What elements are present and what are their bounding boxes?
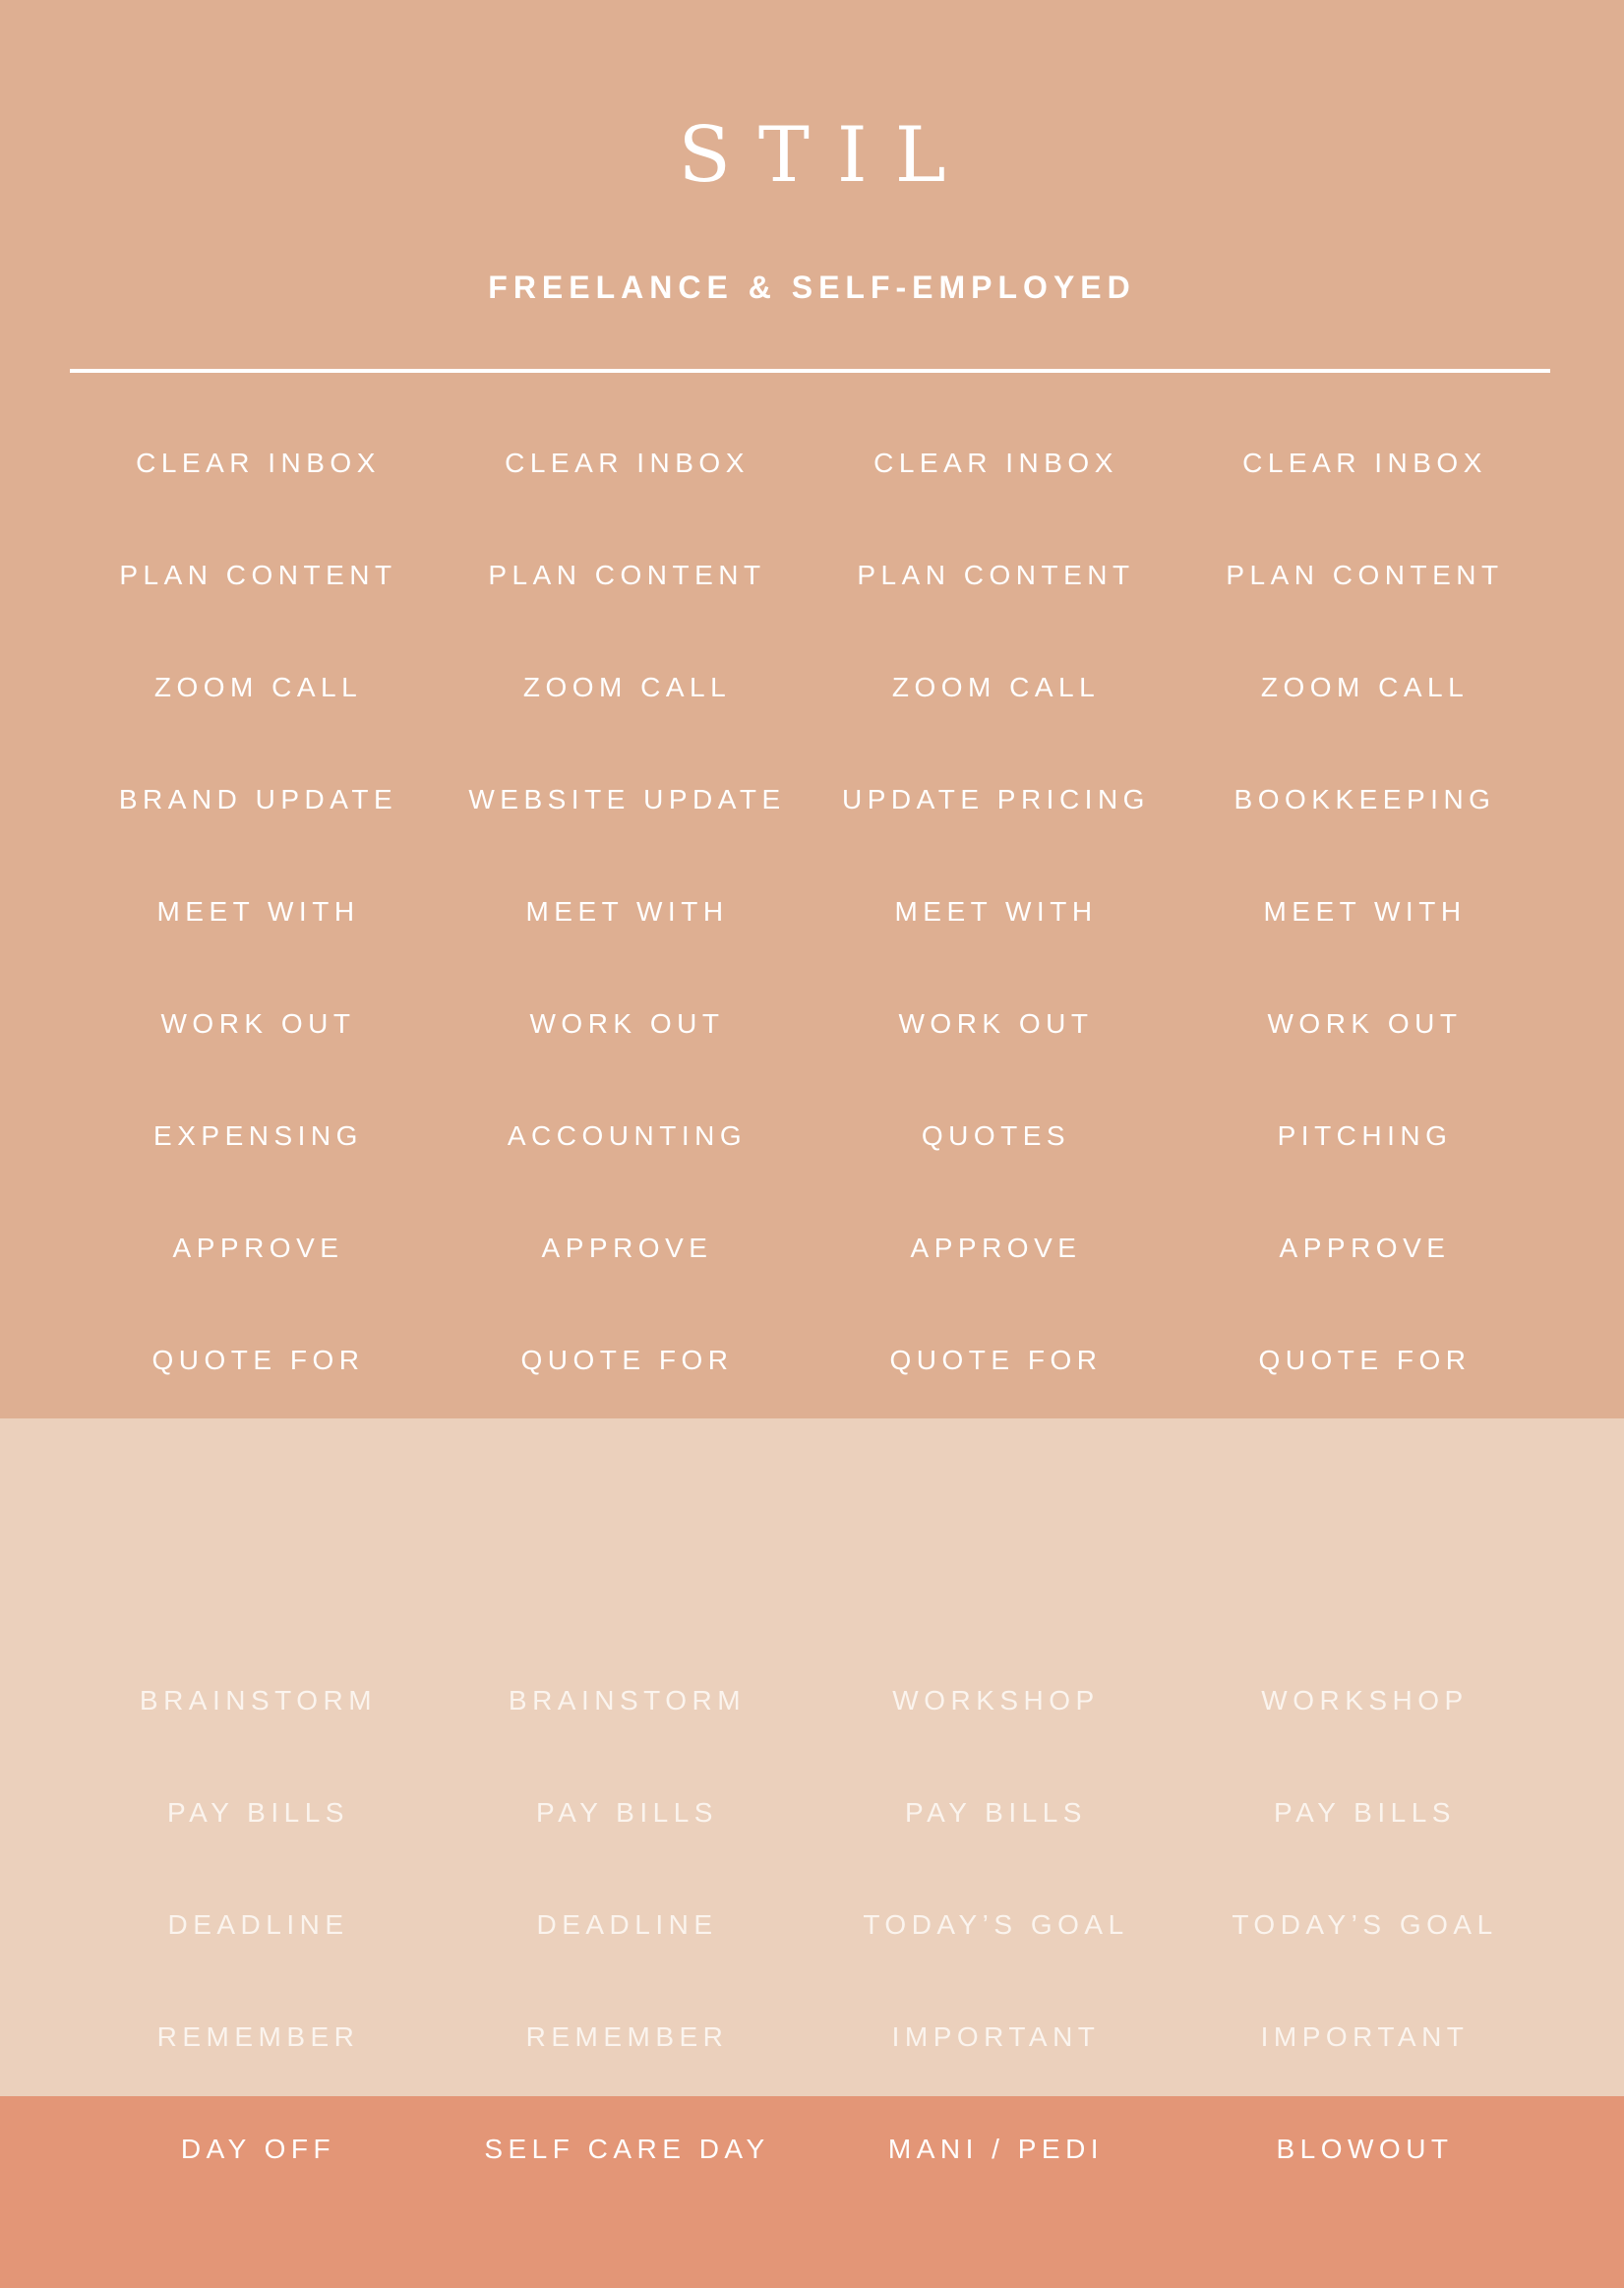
sticker-label: DEADLINE: [167, 1909, 349, 1940]
sticker-label: BRAND UPDATE: [118, 784, 398, 814]
sticker-label: PLAN CONTENT: [119, 560, 397, 590]
sticker-label: REMEMBER: [156, 2021, 360, 2052]
sticker-label: TODAY’S GOAL: [863, 1909, 1129, 1940]
sticker-label: CLEAR INBOX: [136, 448, 381, 478]
sticker-label: REMEMBER: [525, 2021, 729, 2052]
sticker-label: APPROVE: [541, 1233, 713, 1263]
sticker-label: WORK OUT: [1267, 1008, 1463, 1039]
sticker-label: IMPORTANT: [1260, 2021, 1470, 2052]
sticker-label: PAY BILLS: [167, 1797, 349, 1828]
sticker-label: APPROVE: [910, 1233, 1082, 1263]
sticker-label: ZOOM CALL: [891, 672, 1101, 702]
sticker-label: PAY BILLS: [1274, 1797, 1456, 1828]
sticker-label: PAY BILLS: [905, 1797, 1087, 1828]
brand-logo: STIL: [678, 111, 974, 200]
sticker-label: PAY BILLS: [536, 1797, 718, 1828]
divider: [70, 369, 1550, 373]
sticker-label: WORKSHOP: [1261, 1685, 1469, 1716]
sticker-label: QUOTE FOR: [889, 1345, 1103, 1375]
sticker-label: ACCOUNTING: [507, 1120, 748, 1151]
sticker-label: UPDATE PRICING: [842, 784, 1150, 814]
sticker-label: EXPENSING: [153, 1120, 363, 1151]
sticker-label: BLOWOUT: [1276, 2134, 1454, 2164]
sticker-label: PITCHING: [1277, 1120, 1453, 1151]
sticker-label: IMPORTANT: [891, 2021, 1101, 2052]
sticker-label: MEET WITH: [156, 896, 360, 927]
sticker-label: SELF CARE DAY: [484, 2134, 770, 2164]
sticker-label: MEET WITH: [1263, 896, 1467, 927]
sticker-label: BOOKKEEPING: [1233, 784, 1496, 814]
sticker-label: CLEAR INBOX: [1242, 448, 1487, 478]
sticker-label: QUOTE FOR: [520, 1345, 734, 1375]
sticker-label: ZOOM CALL: [522, 672, 732, 702]
bottom-sticker-grid: [74, 2096, 1549, 2202]
sticker-label: CLEAR INBOX: [873, 448, 1118, 478]
sticker-label: WEBSITE UPDATE: [468, 784, 786, 814]
sticker-label: QUOTE FOR: [1258, 1345, 1472, 1375]
sticker-label: WORK OUT: [529, 1008, 725, 1039]
sticker-label: TODAY’S GOAL: [1232, 1909, 1498, 1940]
sticker-label: ZOOM CALL: [1260, 672, 1470, 702]
sticker-label: WORKSHOP: [892, 1685, 1100, 1716]
sticker-label: DAY OFF: [180, 2134, 336, 2164]
sticker-label: ZOOM CALL: [153, 672, 363, 702]
middle-sticker-grid: [74, 1645, 1549, 2093]
sticker-label: DEADLINE: [536, 1909, 718, 1940]
sticker-label: APPROVE: [172, 1233, 344, 1263]
page-title: FREELANCE & SELF-EMPLOYED: [488, 270, 1136, 305]
sticker-label: CLEAR INBOX: [505, 448, 750, 478]
sticker-label: PLAN CONTENT: [1226, 560, 1504, 590]
sticker-label: APPROVE: [1279, 1233, 1451, 1263]
sticker-label: WORK OUT: [160, 1008, 356, 1039]
sticker-label: MEET WITH: [525, 896, 729, 927]
sticker-label: MEET WITH: [894, 896, 1098, 927]
sticker-label: WORK OUT: [898, 1008, 1094, 1039]
sticker-label: BRAINSTORM: [139, 1685, 378, 1716]
sticker-label: PLAN CONTENT: [857, 560, 1135, 590]
sticker-label: BRAINSTORM: [508, 1685, 747, 1716]
top-sticker-grid: [74, 407, 1549, 1416]
sticker-label: PLAN CONTENT: [488, 560, 766, 590]
sticker-label: MANI / PEDI: [887, 2134, 1105, 2164]
sticker-label: QUOTES: [921, 1120, 1071, 1151]
sticker-label: QUOTE FOR: [151, 1345, 365, 1375]
